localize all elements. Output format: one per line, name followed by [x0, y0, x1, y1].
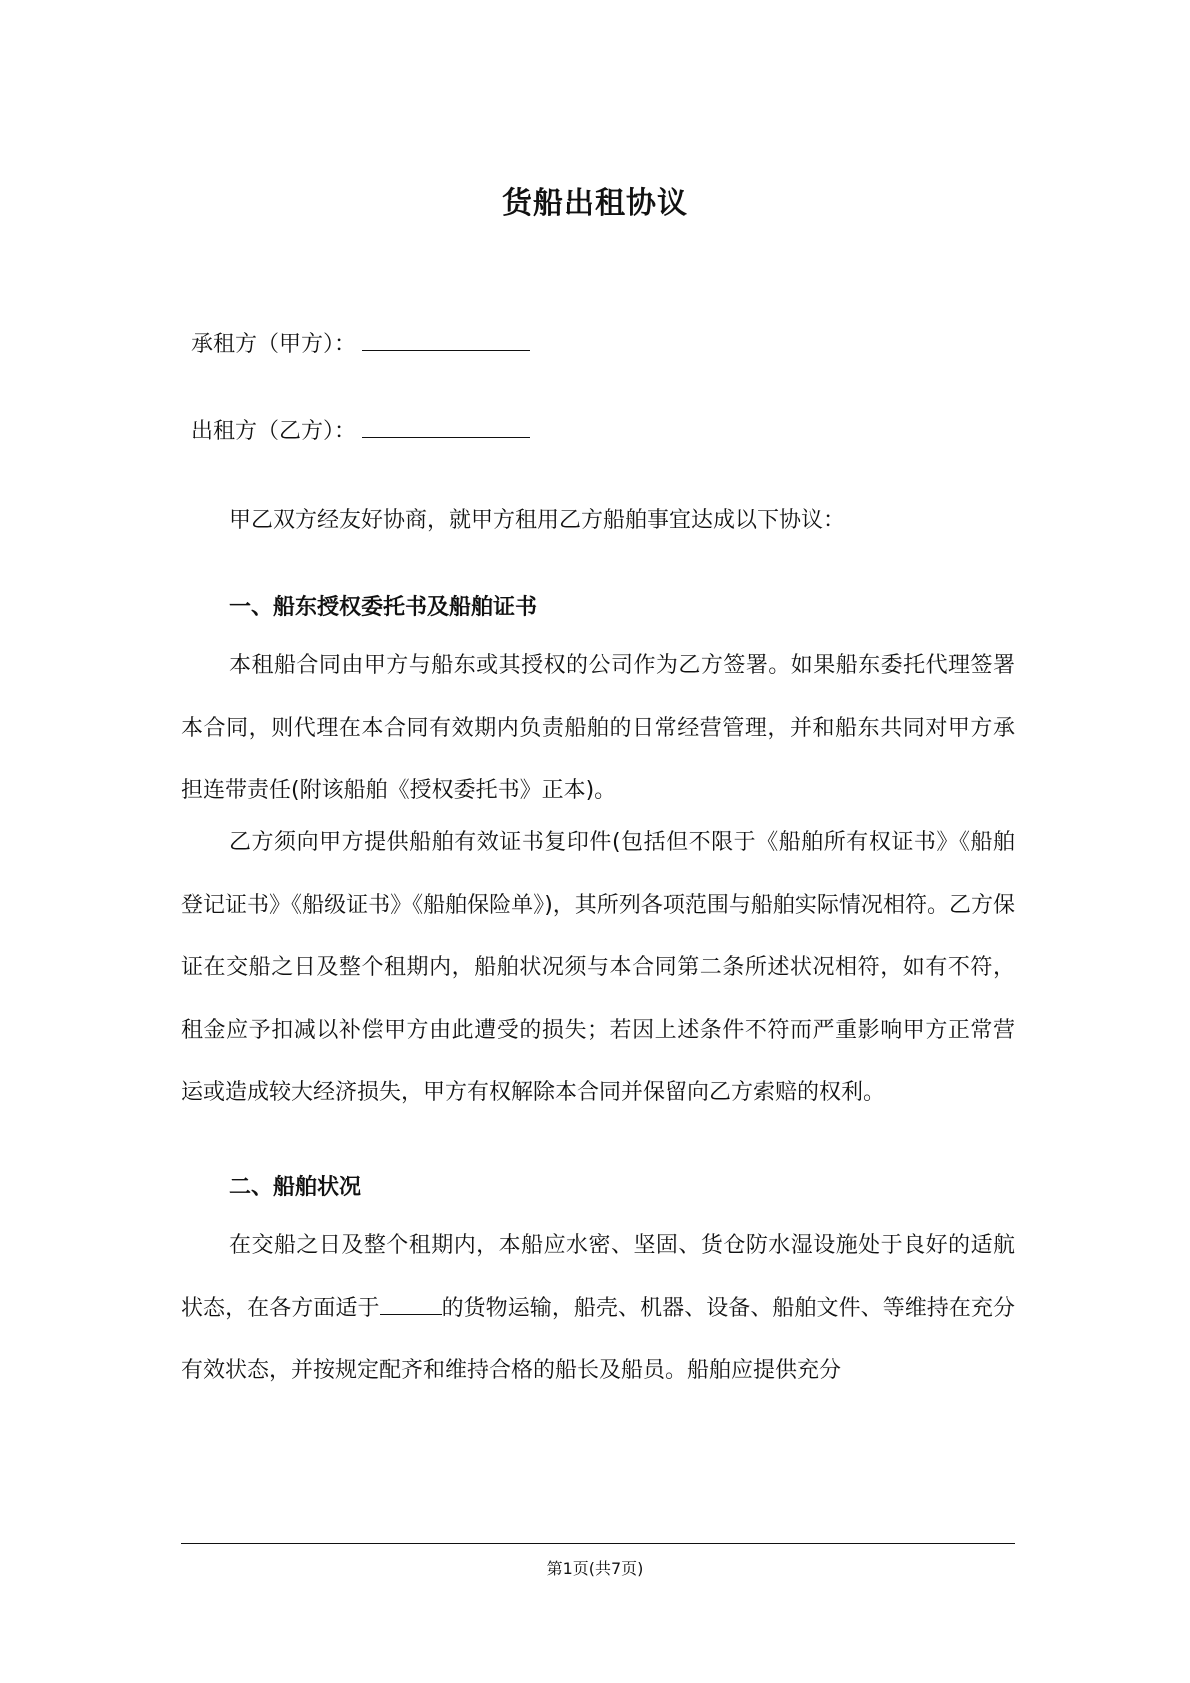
- section-2-paragraph: [181, 1215, 1015, 1403]
- lessee-name-blank: [362, 328, 530, 351]
- section-2-text-start: 在交船之日及整个租期内，本船应水密、坚固、货仓防水湿设施处于良好的适航状态，在各方面适于: [181, 1233, 1015, 1321]
- lessee-label: 承租方（甲方）：: [191, 332, 357, 357]
- section-2-text-end: 的货物运输，船壳、机器、设备、船舶文件、等维持在充分有效状态，并按规定配齐和维持合格的船长及船员。船舶应提供充分: [181, 1295, 1015, 1383]
- section-1-heading: 一、船东授权委托书及船舶证书: [229, 595, 538, 620]
- page-number: 第1页(共7页): [546, 1559, 644, 1578]
- section-1-paragraph-2: 乙方须向甲方提供船舶有效证书复印件(包括但不限于《船舶所有权证书》《船舶登记证书》《船级证书》《船舶保险单》)，其所列各项范围与船舶实际情况相符。乙方保证在交船之日及整个租期内，船舶状况须与本合同第二条所述状况相符，如有不符，租金应予扣减以补偿甲方由此遭受的损失；若因上述条件不符而严重影响甲方正常营运或造成较大经济损失，甲方有权解除本合同并保留向乙方索赔的权利。: [181, 830, 1015, 1105]
- section-2-heading: 二、船舶状况: [229, 1175, 362, 1200]
- intro-paragraph: 甲乙双方经友好协商，就甲方租用乙方船舶事宜达成以下协议：: [229, 508, 846, 533]
- lessee-line: [191, 328, 530, 360]
- lessor-name-blank: [362, 415, 530, 438]
- footer-divider: [181, 1543, 1015, 1544]
- lessor-label: 出租方（乙方）：: [191, 419, 357, 444]
- section-1-paragraph-1: 本租船合同由甲方与船东或其授权的公司作为乙方签署。如果船东委托代理签署本合同，则代理在本合同有效期内负责船舶的日常经营管理，并和船东共同对甲方承担连带责任(附该船舶《授权委托书》正本)。: [181, 653, 1015, 803]
- cargo-type-blank: [380, 1294, 442, 1315]
- document-title: 货船出租协议: [502, 186, 688, 221]
- lessor-line: [191, 415, 530, 447]
